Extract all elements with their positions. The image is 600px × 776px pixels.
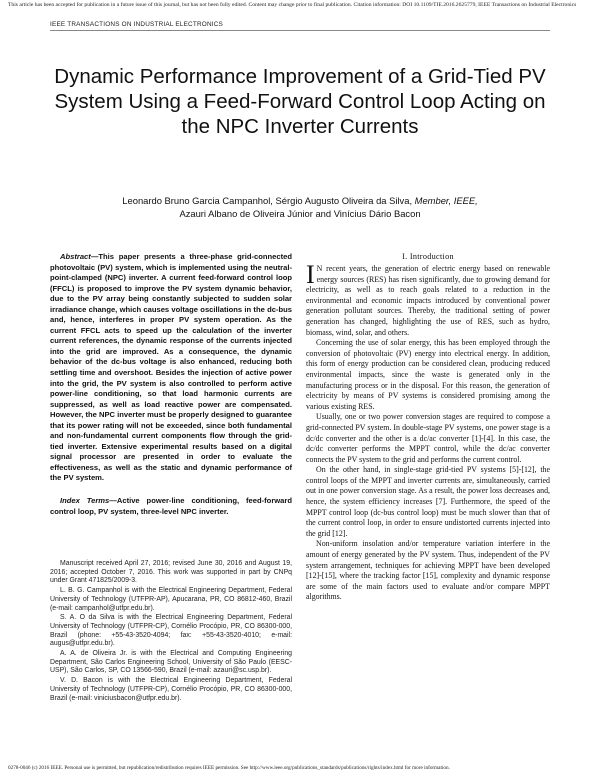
body-paragraph bbox=[306, 260, 550, 338]
body-paragraph: Concerning the use of solar energy, this has been employed through the conversion of photovoltaic (PV) energy into electrical energy. In addition, this form of energy production can be considered clean, producing reduced environmental impacts, since the waste is generated only in the manufacturing process or in the disposal. For this reason, the generation of electricity by means of PV systems is considered promising among the various existing RES. bbox=[306, 338, 550, 411]
index-terms-label: Index Terms bbox=[60, 496, 110, 506]
left-column bbox=[50, 252, 292, 517]
abstract-label: Abstract bbox=[60, 252, 91, 261]
footnote-manuscript: Manuscript received April 27, 2016; revised June 30, 2016 and August 19, 2016; accepted October 7, 2016. This work was supported in part by CNPq under Grant 471825/2009-3. bbox=[50, 560, 292, 585]
index-terms-text: —Active power-line conditioning, feed-forward control loop, PV system, three-level NPC inverter. bbox=[50, 496, 292, 516]
footnote-author: L. B. G. Campanhol is with the Electrical Engineering Department, Federal University of Technology (UTFPR-AP), Apucarana, PR, CO 86812-460, Brazil (e-mail: campanhol@utfpr.edu.br). bbox=[50, 587, 292, 612]
drop-cap: I bbox=[306, 260, 315, 289]
footnote-author: A. A. de Oliveira Jr. is with the Electrical and Computing Engineering Department, São Carlos Engineering School, University of São Paulo (EESC-USP), São Carlos, SP, CO 13566-590, Brazil (e-mail: azauri@sc.usp.br). bbox=[50, 650, 292, 675]
author-names-line1: Leonardo Bruno Garcia Campanhol, Sérgio Augusto Oliveira da Silva, bbox=[122, 195, 413, 206]
section-heading-introduction: I. Introduction bbox=[402, 252, 454, 261]
body-paragraph: Non-uniform insolation and/or temperature variation interfere in the amount of energy generated by the PV system. Thus, independent of the PV system arrangement, techniques for achieving MPPT have been developed [12]-[15], where the tracking factor [15], complexity and dynamic response are some of the main factors used to evaluate and/or compare MPPT algorithms. bbox=[306, 539, 550, 602]
paper-title: Dynamic Performance Improvement of a Grid-Tied PV System Using a Feed-Forward Control Loop Acting on the NPC Inverter Currents bbox=[54, 65, 546, 138]
body-paragraph: On the other hand, in single-stage grid-tied PV systems [5]-[12], the control loops of the MPPT and inverter currents are, simultaneously, carried out in one power conversion stage. As a result, the power loss decreases and, hence, the system efficiency increases [7]. Furthermore, the speed of the MPPT control loop (dc-bus control loop) must be much slower than that of the current control loop, in order to ensure undistorted currents injected into the grid [12]. bbox=[306, 465, 550, 538]
right-column bbox=[306, 252, 550, 603]
publication-notice: This article has been accepted for publication in a future issue of this journal, but has not been fully edited. Content may change prior to final publication. Citation information: DOI 10.1109/TIE.2016.2625779, IEEE Transactions on Industrial Electronics bbox=[8, 2, 577, 8]
index-terms bbox=[50, 496, 292, 517]
body-paragraph: Usually, one or two power conversion stages are required to compose a grid-connected PV system. In double-stage PV systems, one power stage is a dc/dc converter and the other is a dc/ac converter [1]-[4]. In this case, the dc/dc converter performs the MPPT control, while the dc/ac converter connects the PV system to the grid and performs the current control. bbox=[306, 412, 550, 464]
copyright-footer: 0278-0046 (c) 2016 IEEE. Personal use is permitted, but republication/redistribution requires IEEE permission. See http://www.ieee.org/publications_standards/publications/rights/index.html for more information. bbox=[8, 765, 450, 771]
footnotes bbox=[50, 560, 292, 704]
author-membership: Member, IEEE, bbox=[414, 195, 478, 206]
footnote-author: S. A. O da Silva is with the Electrical Engineering Department, Federal University of Technology (UTFPR-CP), Cornélio Procópio, PR, CO 86300-000, Brazil (phone: +55-43-3520-4094; fax: +55-43-3520-4010; e-mail: augus@utfpr.edu.br). bbox=[50, 614, 292, 648]
author-list bbox=[50, 194, 550, 220]
paragraph-text: N recent years, the generation of electric energy based on renewable energy sources (RES) has risen significantly, due to growing demand for electricity, as well as to reach goals related to a reduction in the environmental and economic impacts introduced by conventional power generation pollutant sources. Thereby, the traditional setting of power generation has changed, highlighting the use of RES, such as hydro, biomass, wind, solar, and others. bbox=[306, 264, 550, 337]
header-rule bbox=[50, 30, 550, 31]
journal-header: IEEE TRANSACTIONS ON INDUSTRIAL ELECTRONICS bbox=[50, 21, 224, 28]
footnote-author: V. D. Bacon is with the Electrical Engineering Department, Federal University of Technology (UTFPR-CP), Cornélio Procópio, PR, CO 86300-000, Brazil (e-mail: viniciusbacon@utfpr.edu.br). bbox=[50, 677, 292, 702]
abstract-text: —This paper presents a three-phase grid-connected photovoltaic (PV) system, which is implemented using the neutral-point-clamped (NPC) inverter. A current feed-forward control loop (FFCL) is proposed to improve the PV system dynamic behavior, due to the PV array being constantly subjected to sudden solar irradiance change, which causes voltage oscillations in the dc-bus and, hence, interferes in proper PV system operation. As the current FFCL acts to speed up the calculation of the inverter current references, the dynamic response of the currents injected into the grid are improved. As a consequence, the dynamic behavior of the dc-bus voltage is also enhanced, reducing both settling time and overshoot. Besides the injection of active power into the grid, the PV system is also controlled to perform active power-line conditioning, so that load harmonic currents are suppressed, as well as load reactive power are compensated. However, the NPC inverter must be properly designed to guarantee that its power rating will not be exceeded, since both fundamental and non-fundamental current components flow through the grid-tied inverter. Extensive experimental results based on a digital signal processor are presented in order to evaluate the effectiveness, as well as the static and dynamic performance of the PV system. bbox=[50, 252, 292, 483]
author-names-line2: Azauri Albano de Oliveira Júnior and Vinícius Dário Bacon bbox=[179, 208, 421, 219]
abstract bbox=[50, 252, 292, 484]
